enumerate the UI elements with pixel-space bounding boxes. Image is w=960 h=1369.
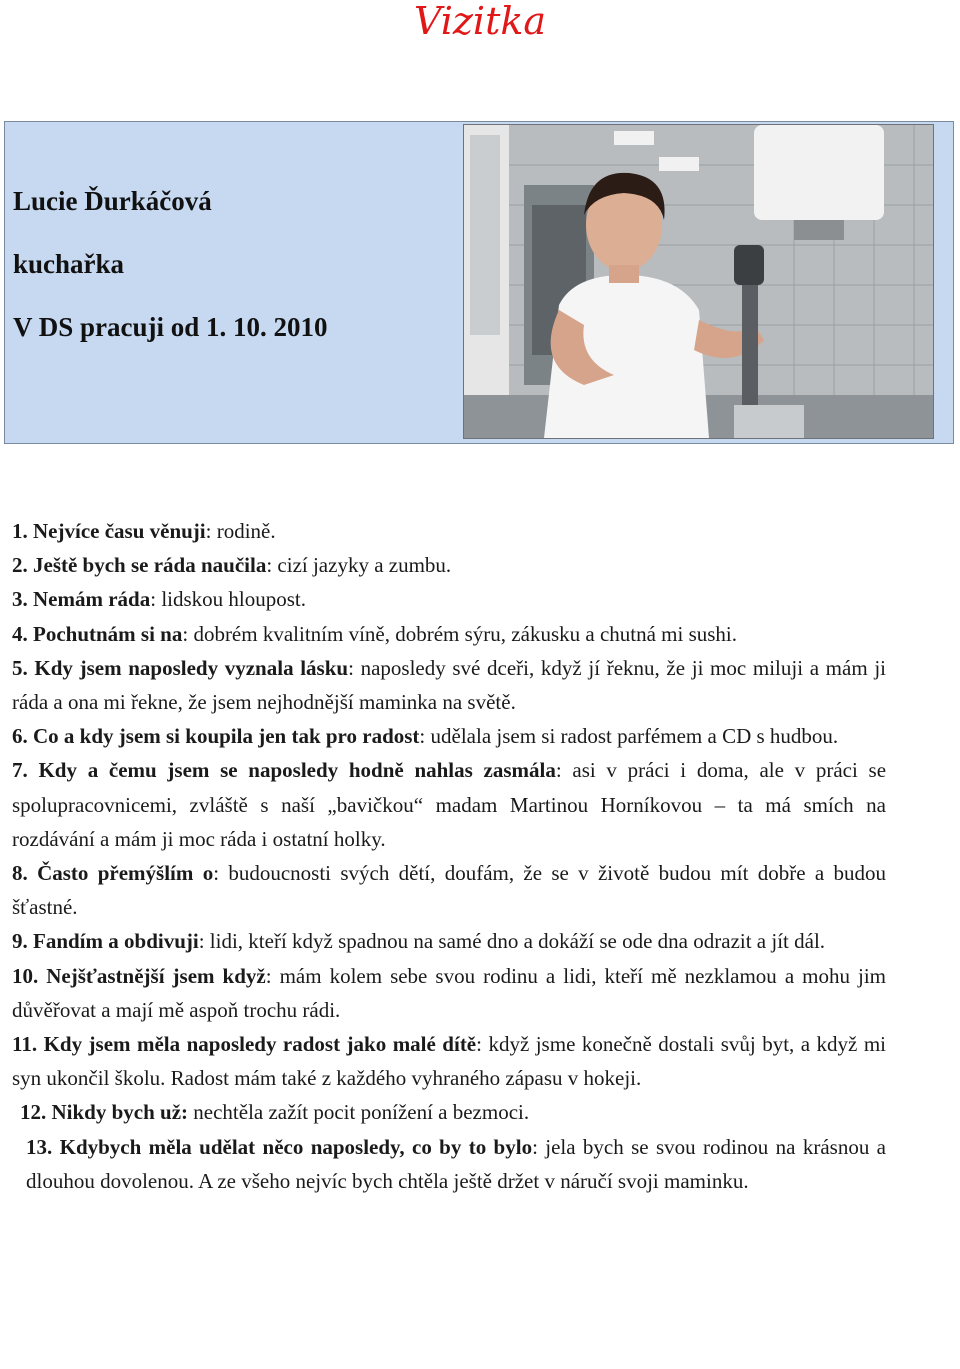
item-question: Často přemýšlím o [37, 861, 214, 886]
item-number: 7. [12, 758, 28, 783]
item-question: Nikdy bych už: [51, 1100, 189, 1125]
list-item [12, 924, 886, 958]
employment-since: V DS pracuji od 1. 10. 2010 [13, 312, 328, 342]
list-item [12, 582, 886, 616]
item-answer: : jela bych se svou rodinou na krásnou a dlouhou dovolenou. A ze všeho nejvíc bych chtěla ještě držet v náručí svoji maminku. [26, 1134, 886, 1193]
profile-photo [463, 124, 934, 439]
item-question: Pochutnám si na [33, 621, 183, 646]
page-title: Vizitka [413, 0, 547, 43]
item-question: Nejšťastnější jsem když [46, 963, 266, 988]
item-answer: : naposledy své dceři, když jí řeknu, že ji moc miluji a mám ji ráda a ona mi řekne, že jsem nejhodnější maminka na světě. [12, 655, 886, 715]
questionnaire [12, 514, 886, 1198]
item-answer: : rodině. [205, 519, 276, 543]
item-answer: : dobrém kvalitním víně, dobrém sýru, zákusku a chutná mi sushi. [182, 621, 738, 646]
item-question: Nejvíce času věnuji [33, 519, 206, 543]
item-number: 3. [12, 587, 28, 612]
item-number: 10. [12, 963, 39, 988]
person-role: kuchařka [13, 249, 125, 279]
item-question: Co a kdy jsem si koupila jen tak pro radost [33, 724, 420, 749]
item-number: 1. [12, 519, 28, 543]
item-answer: : když jsme konečně dostali svůj byt, a když mi syn ukončil školu. Radost mám také z každého vyhraného zápasu v hokeji. [12, 1032, 886, 1091]
item-answer: : udělala jsem si radost parfémem a CD s hudbou. [419, 724, 839, 749]
item-number: 11. [12, 1032, 38, 1057]
item-number: 13. [26, 1134, 53, 1159]
list-item [12, 617, 886, 651]
item-answer: : lidskou hloupost. [150, 587, 307, 612]
item-answer: : budoucnosti svých dětí, doufám, že se v životě budou mít dobře a budou šťastné. [12, 861, 887, 920]
person-name: Lucie Ďurkáčová [13, 186, 212, 216]
item-number: 9. [12, 929, 28, 954]
item-answer: : mám kolem sebe svou rodinu a lidi, kteří mě nezklamou a mohu jim důvěřovat a mají mě aspoň trochu rádi. [12, 963, 887, 1022]
item-answer: nechtěla zažít pocit ponížení a bezmoci. [188, 1100, 530, 1125]
list-item [12, 1027, 886, 1095]
list-item [12, 856, 886, 924]
item-answer: : cizí jazyky a zumbu. [266, 553, 452, 578]
item-question: Ještě bych se ráda naučila [33, 553, 267, 578]
list-item [12, 719, 886, 753]
item-question: Kdy jsem naposledy vyznala lásku [34, 655, 349, 680]
list-item [12, 514, 886, 548]
list-item [12, 959, 886, 1027]
item-number: 2. [12, 553, 28, 578]
item-answer: : lidi, kteří když spadnou na samé dno a dokáží se ode dna odrazit a jít dál. [198, 929, 826, 954]
item-question: Kdy a čemu jsem se naposledy hodně nahlas zasmála [38, 758, 556, 783]
list-item [12, 548, 886, 582]
item-number: 12. [20, 1100, 47, 1125]
list-item [12, 1095, 886, 1129]
list-item [12, 753, 886, 856]
item-question: Kdybych měla udělat něco naposledy, co by to bylo [59, 1134, 533, 1159]
item-question: Nemám ráda [33, 587, 151, 612]
item-number: 6. [12, 724, 28, 749]
item-number: 4. [12, 621, 28, 646]
item-question: Fandím a obdivuji [33, 929, 199, 954]
list-item [12, 651, 886, 719]
item-number: 8. [12, 861, 28, 886]
item-number: 5. [12, 655, 28, 680]
item-question: Kdy jsem měla naposledy radost jako malé dítě [43, 1032, 477, 1057]
list-item [12, 1130, 886, 1198]
item-answer: : asi v práci i doma, ale v práci se spolupracovnicemi, zvláště s naší „bavičkou“ madam Martinou Horníkovou – ta má smích na rozdávání a mám ji moc ráda i ostatní holky. [12, 758, 887, 851]
